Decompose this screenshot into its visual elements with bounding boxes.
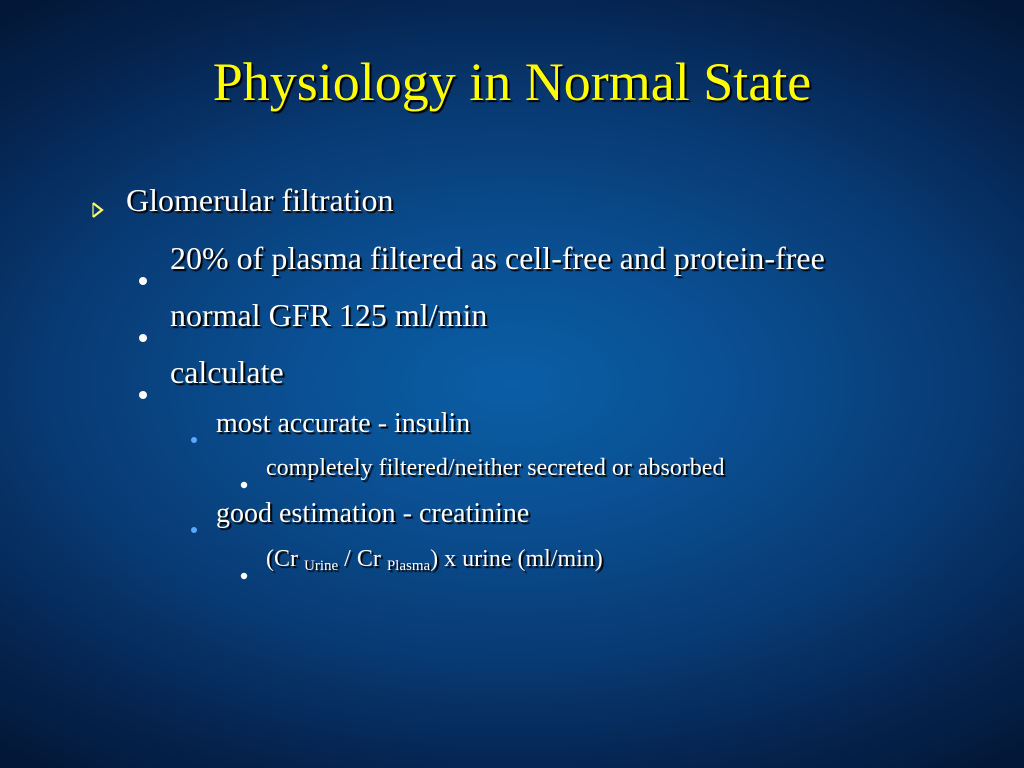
- formula-close: ) x urine (ml/min): [430, 546, 603, 572]
- dot-bullet-icon: [240, 467, 248, 497]
- dot-bullet-icon: [138, 369, 148, 409]
- formula-subscript-plasma: Plasma: [386, 558, 431, 574]
- dot-bullet-icon: [240, 558, 248, 588]
- arrow-bullet-icon: [90, 189, 106, 229]
- dot-bullet-icon: [138, 312, 148, 352]
- bullet-text: most accurate - insulin: [216, 408, 471, 439]
- bullet-text: completely filtered/neither secreted or absorbed: [266, 455, 725, 481]
- formula-open: (Cr: [266, 546, 304, 572]
- small-dot-bullet-icon: [190, 418, 198, 454]
- bullet-text: normal GFR 125 ml/min: [170, 297, 488, 333]
- bullet-text: good estimation - creatinine: [216, 498, 530, 529]
- bullet-text: 20% of plasma filtered as cell-free and protein-free: [170, 240, 825, 276]
- creatinine-formula: [266, 544, 603, 574]
- formula-middle: / Cr: [338, 546, 387, 572]
- formula-subscript-urine: Urine: [304, 558, 339, 574]
- slide-title: Physiology in Normal State: [212, 52, 812, 112]
- bullet-text: Glomerular filtration: [126, 182, 394, 218]
- small-dot-bullet-icon: [190, 508, 198, 544]
- bullet-text: calculate: [170, 354, 284, 390]
- dot-bullet-icon: [138, 255, 148, 295]
